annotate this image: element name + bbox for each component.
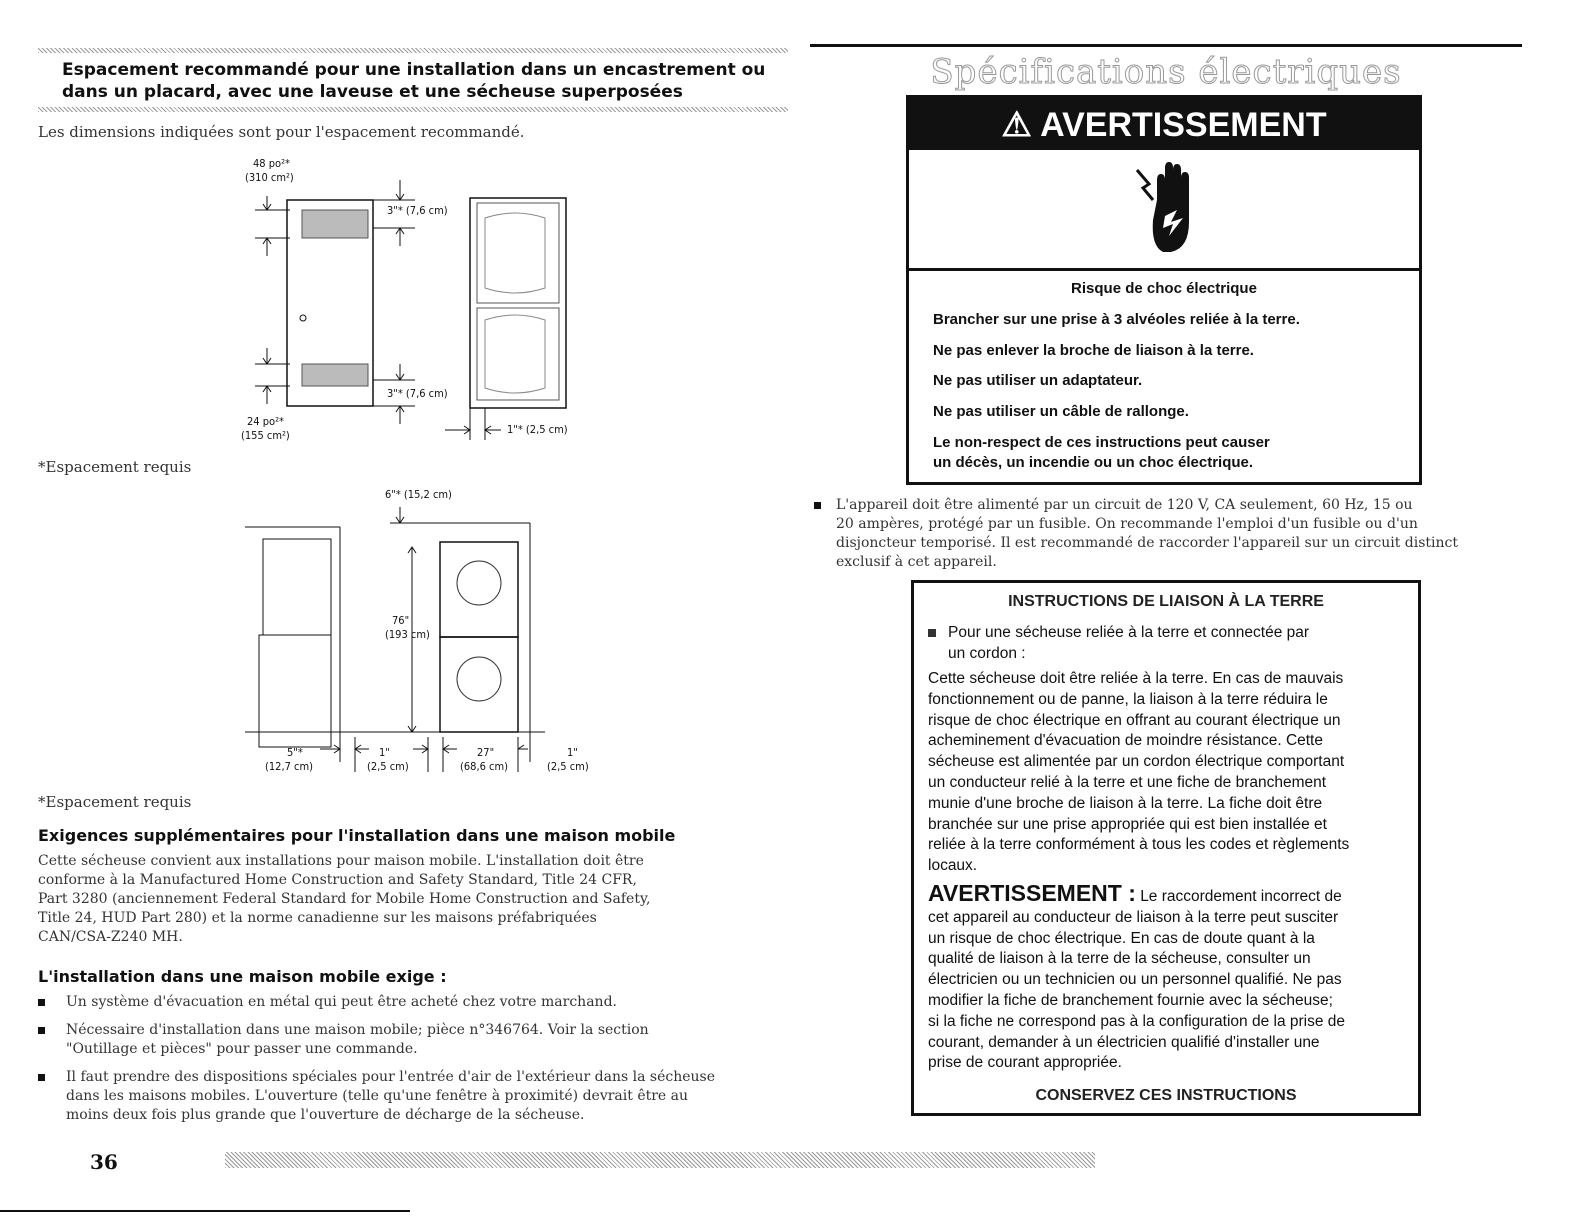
height-cm-label: (193 cm) bbox=[385, 628, 430, 641]
supply-line: 20 ampères, protégé par un fusible. On recommande l'emploi d'un fusible ou d'un bbox=[836, 516, 1418, 532]
grounding-line: reliée à la terre conformément à tous les codes et règlements bbox=[928, 836, 1350, 854]
grounding-box bbox=[911, 580, 1421, 1116]
supply-line: L'appareil doit être alimenté par un circuit de 120 V, CA seulement, 60 Hz, 15 ou bbox=[836, 497, 1413, 513]
grounding-warning-line: modifier la fiche de branchement fournie avec la sécheuse; bbox=[928, 991, 1333, 1009]
grounding-warning-line: si la fiche ne correspond pas à la configuration de la prise de bbox=[928, 1012, 1346, 1030]
grounding-bullet-line: Pour une sécheuse reliée à la terre et connectée par bbox=[948, 624, 1310, 641]
bullet-icon bbox=[38, 1027, 45, 1034]
shock-hand-icon bbox=[1135, 160, 1197, 260]
mobile-line: conforme à la Manufactured Home Construction and Safety Standard, Title 24 CFR, bbox=[38, 872, 637, 888]
list-item-line: moins deux fois plus grande que l'ouverture de décharge de la sécheuse. bbox=[66, 1107, 585, 1123]
supply-line: exclusif à cet appareil. bbox=[836, 554, 997, 570]
top-gap-label: 6"* (15,2 cm) bbox=[385, 488, 452, 501]
bullet-icon bbox=[814, 502, 821, 509]
bullet-icon bbox=[928, 629, 936, 637]
list-item-line: "Outillage et pièces" pour passer une commande. bbox=[66, 1041, 418, 1057]
gap1-label: 5"* bbox=[287, 746, 303, 759]
grounding-line: fonctionnement ou de panne, la liaison à la terre réduira le bbox=[928, 690, 1328, 708]
grounding-body bbox=[928, 669, 1408, 877]
list-item bbox=[38, 1021, 788, 1059]
warning-separator bbox=[909, 268, 1419, 271]
grounding-line: munie d'une broche de liaison à la terre. La fiche doit être bbox=[928, 794, 1323, 812]
grounding-warning-line: un risque de choc électrique. En cas de doute quant à la bbox=[928, 929, 1315, 947]
grounding-line: locaux. bbox=[928, 857, 978, 875]
footer-rule bbox=[0, 1210, 410, 1212]
bullet-icon bbox=[38, 999, 45, 1006]
page-number: 36 bbox=[90, 1150, 118, 1174]
warning-line: Ne pas enlever la broche de liaison à la terre. bbox=[933, 342, 1254, 359]
supply-text bbox=[814, 496, 1514, 572]
required-note-2: *Espacement requis bbox=[38, 793, 192, 811]
grounding-warning-line: cet appareil au conducteur de liaison à la terre peut susciter bbox=[928, 908, 1339, 926]
grounding-line: un conducteur relié à la terre et une fiche de branchement bbox=[928, 773, 1327, 791]
section-title: Spécifications électriques bbox=[930, 52, 1402, 92]
vent-top-label: 48 po²* bbox=[253, 157, 290, 170]
keep-instructions: CONSERVEZ CES INSTRUCTIONS bbox=[1035, 1087, 1297, 1104]
list-item bbox=[38, 1068, 788, 1125]
section-heading-block bbox=[38, 48, 788, 112]
warning-consequence: un décès, un incendie ou un choc électrique. bbox=[933, 454, 1254, 471]
warning-header-text: AVERTISSEMENT bbox=[1040, 106, 1327, 144]
section-heading: Espacement recommandé pour une installation dans un encastrement ou dans un placard, avec une laveuse et une sécheuse superposées bbox=[62, 60, 766, 102]
gap4-cm-label: (2,5 cm) bbox=[547, 760, 589, 773]
grounding-title: INSTRUCTIONS DE LIAISON À LA TERRE bbox=[1008, 593, 1324, 610]
heading-rule-bottom bbox=[38, 107, 788, 112]
list-item-line: Il faut prendre des dispositions spéciales pour l'entrée d'air de l'extérieur dans la sécheuse bbox=[66, 1069, 716, 1085]
gap-bottom-label: 3"* (7,6 cm) bbox=[387, 387, 448, 400]
side-gap-label: 1"* (2,5 cm) bbox=[507, 423, 568, 436]
mobile-line: Title 24, HUD Part 280) et la norme canadienne sur les maisons préfabriquées bbox=[38, 910, 597, 926]
warning-risk: Risque de choc électrique bbox=[1071, 280, 1257, 297]
grounding-warning-line: prise de courant appropriée. bbox=[928, 1054, 1122, 1072]
warning-line: Ne pas utiliser un adaptateur. bbox=[933, 372, 1143, 389]
gap2-label: 1" bbox=[379, 746, 390, 759]
list-item-line: Nécessaire d'installation dans une maison mobile; pièce n°346764. Voir la section bbox=[66, 1022, 649, 1038]
supply-paragraph bbox=[814, 496, 1514, 572]
footer-band bbox=[225, 1152, 1095, 1168]
grounding-warning-word: AVERTISSEMENT : bbox=[928, 880, 1136, 906]
grounding-bullet-line: un cordon : bbox=[948, 644, 1026, 662]
vent-bottom-label: 24 po²* bbox=[247, 415, 284, 428]
bullet-icon bbox=[38, 1074, 45, 1081]
mobile-line: Part 3280 (anciennement Federal Standard for Mobile Home Construction and Safety, bbox=[38, 891, 651, 907]
mobile-line: Cette sécheuse convient aux installations pour maison mobile. L'installation doit être bbox=[38, 853, 644, 869]
grounding-line: sécheuse est alimentée par un cordon électrique comportant bbox=[928, 753, 1345, 771]
grounding-line: branchée sur une prise appropriée qui est bien installée et bbox=[928, 815, 1327, 833]
stack-figure bbox=[245, 487, 605, 782]
intro-text: Les dimensions indiquées sont pour l'espacement recommandé. bbox=[38, 123, 525, 141]
grounding-line: acheminement d'évacuation de moindre résistance. Cette bbox=[928, 732, 1323, 750]
closet-figure bbox=[241, 157, 585, 458]
requires-heading: L'installation dans une maison mobile exige : bbox=[38, 967, 447, 986]
grounding-bullet bbox=[948, 623, 1408, 665]
vent-top-cm-label: (310 cm²) bbox=[245, 171, 294, 184]
gap2-cm-label: (2,5 cm) bbox=[367, 760, 409, 773]
grounding-warning bbox=[928, 880, 1408, 1074]
list-item-line: dans les maisons mobiles. L'ouverture (telle qu'une fenêtre à proximité) devrait être au bbox=[66, 1088, 689, 1104]
grounding-line: risque de choc électrique en offrant au courant électrique un bbox=[928, 711, 1341, 729]
grounding-warning-line: courant, demander à un électricien qualifié d'installer une bbox=[928, 1033, 1320, 1051]
mobile-paragraph bbox=[38, 852, 650, 947]
grounding-warning-first bbox=[928, 880, 1408, 908]
gap4-label: 1" bbox=[567, 746, 578, 759]
right-top-rule bbox=[810, 44, 1522, 47]
grounding-warning-line: électricien ou un technicien ou un personnel qualifié. Ne pas bbox=[928, 971, 1342, 989]
warning-triangle-icon: ⚠ bbox=[1001, 106, 1032, 144]
vent-bottom-cm-label: (155 cm²) bbox=[241, 429, 290, 442]
gap-top-label: 3"* (7,6 cm) bbox=[387, 204, 448, 217]
grounding-warning-line: Le raccordement incorrect de bbox=[1140, 888, 1342, 905]
supply-line: disjoncteur temporisé. Il est recommandé de raccorder l'appareil sur un circuit distinct bbox=[836, 535, 1459, 551]
warning-consequence: Le non-respect de ces instructions peut causer bbox=[933, 434, 1270, 451]
required-note-1: *Espacement requis bbox=[38, 458, 192, 476]
warning-header bbox=[909, 98, 1419, 150]
gap1-cm-label: (12,7 cm) bbox=[265, 760, 313, 773]
list-item-line: Un système d'évacuation en métal qui peut être acheté chez votre marchand. bbox=[66, 994, 617, 1010]
warning-line: Brancher sur une prise à 3 alvéoles reliée à la terre. bbox=[933, 311, 1300, 328]
mobile-heading: Exigences supplémentaires pour l'installation dans une maison mobile bbox=[38, 826, 676, 845]
mobile-line: CAN/CSA-Z240 MH. bbox=[38, 929, 183, 945]
warning-box bbox=[906, 95, 1422, 485]
height-label: 76" bbox=[392, 614, 410, 627]
grounding-warning-line: qualité de liaison à la terre de la sécheuse, consulter un bbox=[928, 950, 1311, 968]
requirements-list bbox=[38, 993, 788, 1125]
list-item bbox=[38, 993, 788, 1012]
heading-rule-top bbox=[38, 48, 788, 53]
gap3-label: 27" bbox=[477, 746, 495, 759]
closet-drawing bbox=[245, 158, 585, 458]
gap3-cm-label: (68,6 cm) bbox=[460, 760, 508, 773]
warning-line: Ne pas utiliser un câble de rallonge. bbox=[933, 403, 1189, 420]
grounding-line: Cette sécheuse doit être reliée à la terre. En cas de mauvais bbox=[928, 670, 1344, 687]
